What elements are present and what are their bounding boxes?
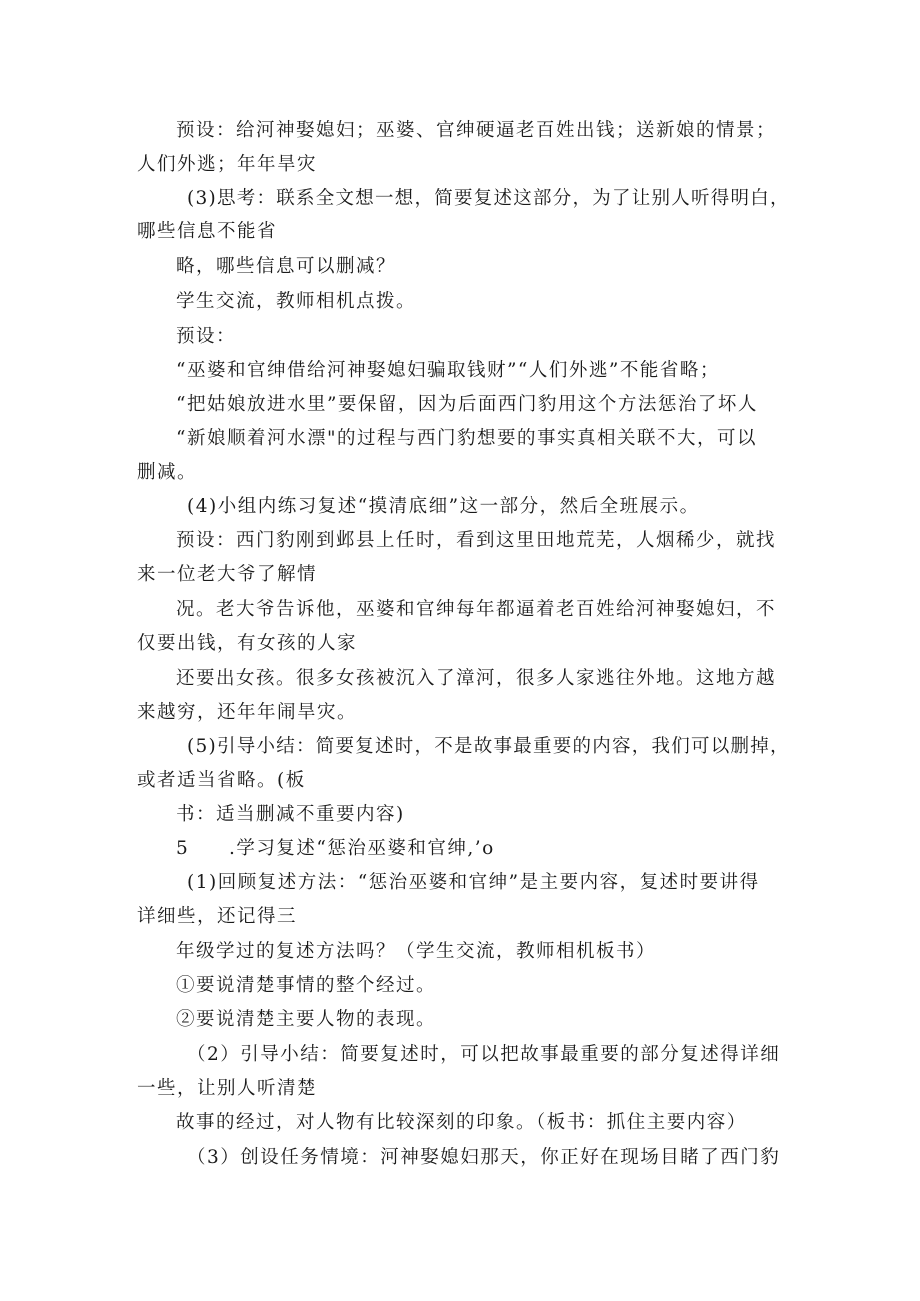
text-line: “新娘顺着河水漂"的过程与西门豹想要的事实真相关联不大，可以 [176,428,757,449]
text-line: 书：适当删减不重要内容) [176,804,405,825]
text-line: (3)思考：联系全文想一想，简要复述这部分，为了让别人听得明白， [187,188,790,209]
text-line: “巫婆和官绅借给河神娶媳妇骗取钱财”“人们外逃”不能省略； [176,360,720,381]
text-line: 或者适当省略。(板 [137,770,306,791]
text-line: 来越穷，还年年闹旱灾。 [137,702,358,723]
text-line: 一些，让别人听清楚 [137,1078,318,1099]
text-line: 故事的经过，对人物有比较深刻的印象。（板书：抓住主要内容） [176,1112,747,1133]
text-line: 年级学过的复述方法吗？（学生交流，教师相机板书） [176,941,657,962]
text-line: ②要说清楚主要人物的表现。 [176,1009,437,1030]
text-line: 详细些，还记得三 [137,906,298,927]
text-line: 略，哪些信息可以删减？ [176,256,397,277]
text-line: (1)回顾复述方法：“惩治巫婆和官绅”是主要内容，复述时要讲得 [187,872,760,893]
text-line: 删减。 [137,462,198,483]
text-line: 还要出女孩。很多女孩被沉入了漳河，很多人家逃往外地。这地方越 [176,668,777,689]
text-line: (4)小组内练习复述“摸清底细”这一部分，然后全班展示。 [187,496,700,517]
text-line: 来一位老大爷了解情 [137,564,318,585]
text-line: （3）创设任务情境：河神娶媳妇那天，你正好在现场目睹了西门豹 [187,1147,781,1168]
text-line: 仅要出钱，有女孩的人家 [137,633,358,654]
section-heading: .学习复述“惩治巫婆和官绅,’o [229,838,495,859]
text-line: 况。老大爷告诉他，巫婆和官绅每年都逼着老百姓给河神娶媳妇，不 [176,599,777,620]
text-line: 学生交流，教师相机点拨。 [176,291,417,312]
section-number: 5 [176,838,190,859]
text-line: 人们外逃；年年旱灾 [137,154,318,175]
text-line: 预设： [176,326,237,347]
text-line: 预设：给河神娶媳妇；巫婆、官绅硬逼老百姓出钱；送新娘的情景； [176,120,777,141]
text-line: (5)引导小结：简要复述时，不是故事最重要的内容，我们可以删掉， [187,736,790,757]
text-line: （2）引导小结：简要复述时，可以把故事最重要的部分复述得详细 [187,1044,781,1065]
text-line: 预设：西门豹刚到邺县上任时，看到这里田地荒芜，人烟稀少，就找 [176,530,777,551]
text-line: 哪些信息不能省 [137,221,278,242]
text-line: “把姑娘放进水里”要保留，因为后面西门豹用这个方法惩治了坏人 [176,394,758,415]
text-line: ①要说清楚事情的整个经过。 [176,975,437,996]
